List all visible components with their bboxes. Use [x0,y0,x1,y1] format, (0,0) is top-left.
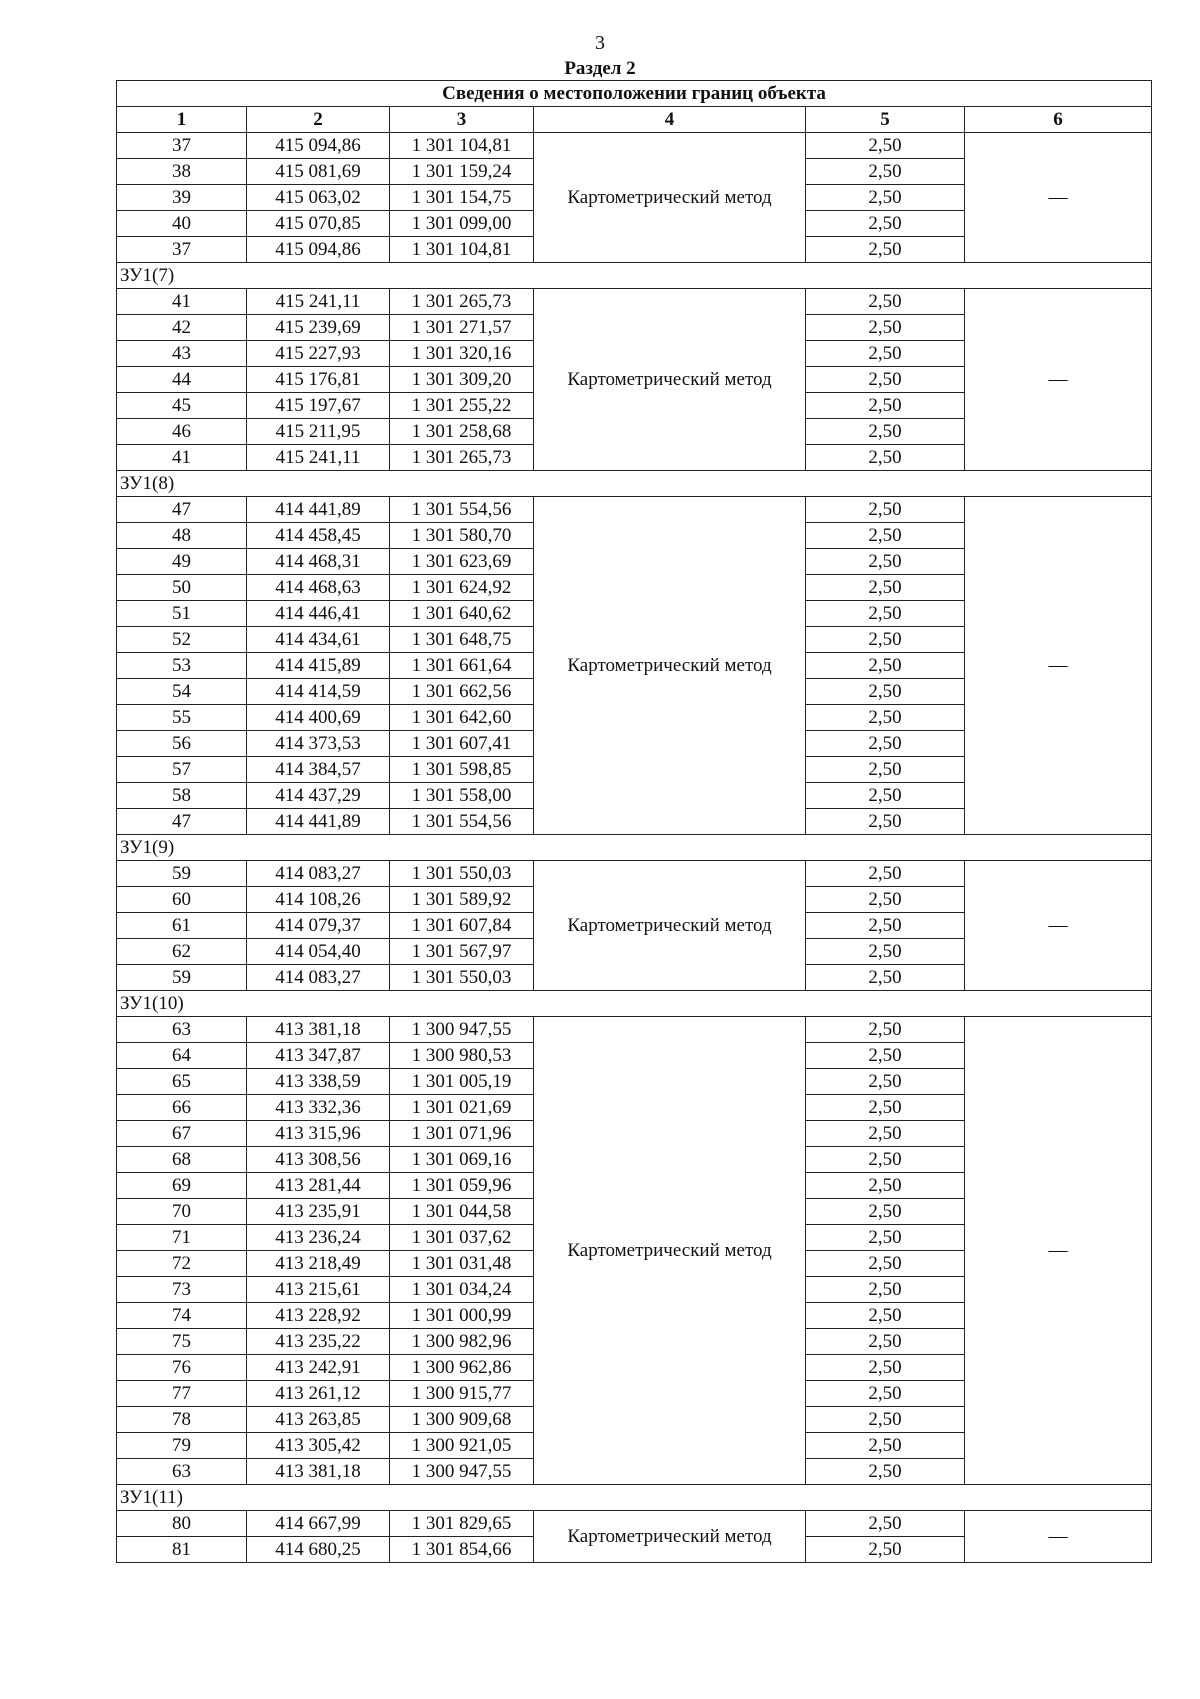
point-number: 57 [117,757,247,783]
precision-value: 2,50 [806,627,965,653]
coordinate-y: 1 301 607,84 [390,913,534,939]
coordinate-x: 414 667,99 [247,1511,390,1537]
precision-value: 2,50 [806,575,965,601]
group-header-row [117,263,1152,289]
coordinate-y: 1 301 554,56 [390,809,534,835]
coordinate-x: 414 458,45 [247,523,390,549]
coordinate-y: 1 301 271,57 [390,315,534,341]
precision-value: 2,50 [806,341,965,367]
precision-value: 2,50 [806,1043,965,1069]
precision-value: 2,50 [806,1355,965,1381]
point-number: 49 [117,549,247,575]
point-number: 79 [117,1433,247,1459]
point-number: 39 [117,185,247,211]
precision-value: 2,50 [806,185,965,211]
dash-cell: — [965,1511,1152,1563]
coordinate-y: 1 300 915,77 [390,1381,534,1407]
method-cell: Картометрический метод [534,861,806,991]
coordinate-y: 1 301 258,68 [390,419,534,445]
point-number: 67 [117,1121,247,1147]
point-number: 68 [117,1147,247,1173]
column-number-5: 5 [806,107,965,133]
precision-value: 2,50 [806,445,965,471]
table-row [117,133,1152,159]
coordinate-y: 1 300 982,96 [390,1329,534,1355]
coordinate-y: 1 301 000,99 [390,1303,534,1329]
precision-value: 2,50 [806,549,965,575]
coordinate-y: 1 301 640,62 [390,601,534,627]
coordinate-y: 1 300 947,55 [390,1459,534,1485]
precision-value: 2,50 [806,523,965,549]
coordinate-y: 1 301 037,62 [390,1225,534,1251]
point-number: 53 [117,653,247,679]
column-number-row [117,107,1152,133]
precision-value: 2,50 [806,1407,965,1433]
coordinate-x: 413 332,36 [247,1095,390,1121]
precision-value: 2,50 [806,1459,965,1485]
point-number: 78 [117,1407,247,1433]
table-row [117,497,1152,523]
coordinate-x: 414 468,31 [247,549,390,575]
point-number: 80 [117,1511,247,1537]
dash-cell: — [965,133,1152,263]
precision-value: 2,50 [806,497,965,523]
table-caption-row [117,81,1152,107]
point-number: 69 [117,1173,247,1199]
coordinate-x: 415 070,85 [247,211,390,237]
point-number: 63 [117,1459,247,1485]
coordinate-x: 415 176,81 [247,367,390,393]
coordinate-y: 1 300 980,53 [390,1043,534,1069]
precision-value: 2,50 [806,653,965,679]
coordinate-y: 1 300 921,05 [390,1433,534,1459]
point-number: 47 [117,497,247,523]
precision-value: 2,50 [806,601,965,627]
dash-cell: — [965,1017,1152,1485]
coordinate-y: 1 301 104,81 [390,237,534,263]
point-number: 56 [117,731,247,757]
point-number: 65 [117,1069,247,1095]
precision-value: 2,50 [806,1537,965,1563]
method-cell: Картометрический метод [534,133,806,263]
coordinate-x: 414 108,26 [247,887,390,913]
coordinate-x: 413 338,59 [247,1069,390,1095]
point-number: 41 [117,445,247,471]
precision-value: 2,50 [806,289,965,315]
coordinate-y: 1 301 854,66 [390,1537,534,1563]
coordinate-x: 415 094,86 [247,133,390,159]
coordinate-x: 414 373,53 [247,731,390,757]
group-label: ЗУ1(11) [117,1485,1152,1511]
column-number-4: 4 [534,107,806,133]
point-number: 54 [117,679,247,705]
coordinate-x: 413 381,18 [247,1459,390,1485]
point-number: 40 [117,211,247,237]
coordinate-y: 1 301 589,92 [390,887,534,913]
coordinate-y: 1 301 005,19 [390,1069,534,1095]
coordinate-y: 1 300 962,86 [390,1355,534,1381]
point-number: 59 [117,861,247,887]
precision-value: 2,50 [806,965,965,991]
group-header-row [117,991,1152,1017]
group-header-row [117,835,1152,861]
coordinate-x: 415 241,11 [247,445,390,471]
precision-value: 2,50 [806,1173,965,1199]
precision-value: 2,50 [806,861,965,887]
point-number: 37 [117,133,247,159]
coordinate-y: 1 301 580,70 [390,523,534,549]
coordinate-y: 1 301 031,48 [390,1251,534,1277]
precision-value: 2,50 [806,367,965,393]
coordinate-x: 414 441,89 [247,497,390,523]
coordinate-x: 415 241,11 [247,289,390,315]
coordinate-y: 1 300 909,68 [390,1407,534,1433]
point-number: 63 [117,1017,247,1043]
precision-value: 2,50 [806,705,965,731]
coordinate-x: 414 415,89 [247,653,390,679]
coordinate-x: 413 228,92 [247,1303,390,1329]
coordinate-x: 414 441,89 [247,809,390,835]
dash-cell: — [965,861,1152,991]
coordinate-x: 415 063,02 [247,185,390,211]
point-number: 43 [117,341,247,367]
point-number: 52 [117,627,247,653]
coordinate-x: 415 081,69 [247,159,390,185]
point-number: 46 [117,419,247,445]
precision-value: 2,50 [806,211,965,237]
table-row [117,1511,1152,1537]
coordinate-x: 414 468,63 [247,575,390,601]
column-number-6: 6 [965,107,1152,133]
dash-cell: — [965,289,1152,471]
precision-value: 2,50 [806,887,965,913]
precision-value: 2,50 [806,419,965,445]
coordinate-x: 415 227,93 [247,341,390,367]
coordinate-y: 1 301 550,03 [390,965,534,991]
coordinate-x: 414 446,41 [247,601,390,627]
precision-value: 2,50 [806,1303,965,1329]
method-cell: Картометрический метод [534,1511,806,1563]
coordinate-x: 414 680,25 [247,1537,390,1563]
page-number: 3 [595,32,605,54]
coordinate-x: 415 094,86 [247,237,390,263]
precision-value: 2,50 [806,913,965,939]
group-header-row [117,471,1152,497]
point-number: 64 [117,1043,247,1069]
precision-value: 2,50 [806,757,965,783]
point-number: 58 [117,783,247,809]
coordinate-y: 1 301 320,16 [390,341,534,367]
precision-value: 2,50 [806,237,965,263]
precision-value: 2,50 [806,1017,965,1043]
point-number: 74 [117,1303,247,1329]
coordinate-y: 1 301 044,58 [390,1199,534,1225]
boundary-coordinates-table [116,80,1152,1563]
precision-value: 2,50 [806,679,965,705]
point-number: 71 [117,1225,247,1251]
coordinate-y: 1 301 099,00 [390,211,534,237]
point-number: 75 [117,1329,247,1355]
coordinate-y: 1 301 059,96 [390,1173,534,1199]
coordinate-x: 415 197,67 [247,393,390,419]
coordinate-y: 1 301 624,92 [390,575,534,601]
coordinate-y: 1 301 265,73 [390,289,534,315]
point-number: 66 [117,1095,247,1121]
coordinate-x: 414 079,37 [247,913,390,939]
dash-cell: — [965,497,1152,835]
coordinate-x: 414 384,57 [247,757,390,783]
coordinate-x: 413 236,24 [247,1225,390,1251]
point-number: 59 [117,965,247,991]
coordinate-x: 413 281,44 [247,1173,390,1199]
coordinate-y: 1 301 661,64 [390,653,534,679]
precision-value: 2,50 [806,1251,965,1277]
coordinate-y: 1 301 071,96 [390,1121,534,1147]
point-number: 37 [117,237,247,263]
point-number: 47 [117,809,247,835]
coordinate-x: 413 261,12 [247,1381,390,1407]
precision-value: 2,50 [806,1277,965,1303]
precision-value: 2,50 [806,809,965,835]
precision-value: 2,50 [806,1225,965,1251]
precision-value: 2,50 [806,939,965,965]
point-number: 51 [117,601,247,627]
coordinate-x: 413 218,49 [247,1251,390,1277]
precision-value: 2,50 [806,1381,965,1407]
coordinate-x: 413 242,91 [247,1355,390,1381]
table-row [117,1017,1152,1043]
precision-value: 2,50 [806,1069,965,1095]
point-number: 55 [117,705,247,731]
coordinate-x: 414 400,69 [247,705,390,731]
point-number: 42 [117,315,247,341]
coordinate-y: 1 301 623,69 [390,549,534,575]
section-title: Раздел 2 [564,58,636,79]
precision-value: 2,50 [806,1199,965,1225]
coordinate-y: 1 301 550,03 [390,861,534,887]
coordinate-x: 414 054,40 [247,939,390,965]
table-row [117,289,1152,315]
precision-value: 2,50 [806,315,965,341]
coordinate-y: 1 301 255,22 [390,393,534,419]
coordinate-y: 1 301 648,75 [390,627,534,653]
point-number: 76 [117,1355,247,1381]
coordinate-x: 413 315,96 [247,1121,390,1147]
coordinate-y: 1 301 104,81 [390,133,534,159]
coordinate-x: 413 305,42 [247,1433,390,1459]
point-number: 70 [117,1199,247,1225]
coordinate-y: 1 301 558,00 [390,783,534,809]
coordinate-y: 1 301 309,20 [390,367,534,393]
coordinate-x: 414 414,59 [247,679,390,705]
group-label: ЗУ1(10) [117,991,1152,1017]
coordinate-y: 1 301 034,24 [390,1277,534,1303]
coordinate-x: 413 381,18 [247,1017,390,1043]
coordinate-x: 413 308,56 [247,1147,390,1173]
precision-value: 2,50 [806,393,965,419]
column-number-2: 2 [247,107,390,133]
coordinate-x: 413 235,22 [247,1329,390,1355]
column-number-3: 3 [390,107,534,133]
precision-value: 2,50 [806,1121,965,1147]
precision-value: 2,50 [806,1433,965,1459]
coordinate-x: 414 434,61 [247,627,390,653]
precision-value: 2,50 [806,731,965,757]
coordinate-x: 413 263,85 [247,1407,390,1433]
coordinate-x: 415 239,69 [247,315,390,341]
coordinate-y: 1 301 642,60 [390,705,534,731]
coordinate-y: 1 301 598,85 [390,757,534,783]
method-cell: Картометрический метод [534,1017,806,1485]
precision-value: 2,50 [806,783,965,809]
table-row [117,861,1152,887]
group-label: ЗУ1(9) [117,835,1152,861]
point-number: 77 [117,1381,247,1407]
point-number: 73 [117,1277,247,1303]
method-cell: Картометрический метод [534,289,806,471]
coordinate-y: 1 301 567,97 [390,939,534,965]
group-header-row [117,1485,1152,1511]
coordinate-x: 413 347,87 [247,1043,390,1069]
point-number: 50 [117,575,247,601]
precision-value: 2,50 [806,1147,965,1173]
coordinate-x: 414 083,27 [247,861,390,887]
method-cell: Картометрический метод [534,497,806,835]
point-number: 61 [117,913,247,939]
point-number: 48 [117,523,247,549]
table-caption: Сведения о местоположении границ объекта [117,81,1152,107]
precision-value: 2,50 [806,1329,965,1355]
coordinate-y: 1 301 154,75 [390,185,534,211]
group-label: ЗУ1(8) [117,471,1152,497]
coordinate-y: 1 301 554,56 [390,497,534,523]
point-number: 60 [117,887,247,913]
point-number: 62 [117,939,247,965]
coordinate-y: 1 301 159,24 [390,159,534,185]
coordinate-x: 415 211,95 [247,419,390,445]
coordinate-x: 413 235,91 [247,1199,390,1225]
coordinate-y: 1 301 021,69 [390,1095,534,1121]
coordinate-x: 413 215,61 [247,1277,390,1303]
group-label: ЗУ1(7) [117,263,1152,289]
precision-value: 2,50 [806,159,965,185]
point-number: 41 [117,289,247,315]
coordinate-y: 1 301 265,73 [390,445,534,471]
precision-value: 2,50 [806,133,965,159]
point-number: 38 [117,159,247,185]
coordinate-y: 1 301 607,41 [390,731,534,757]
coordinate-x: 414 083,27 [247,965,390,991]
coordinate-y: 1 300 947,55 [390,1017,534,1043]
precision-value: 2,50 [806,1095,965,1121]
point-number: 81 [117,1537,247,1563]
coordinate-y: 1 301 829,65 [390,1511,534,1537]
coordinate-x: 414 437,29 [247,783,390,809]
point-number: 44 [117,367,247,393]
point-number: 72 [117,1251,247,1277]
precision-value: 2,50 [806,1511,965,1537]
coordinate-y: 1 301 662,56 [390,679,534,705]
point-number: 45 [117,393,247,419]
coordinate-y: 1 301 069,16 [390,1147,534,1173]
column-number-1: 1 [117,107,247,133]
